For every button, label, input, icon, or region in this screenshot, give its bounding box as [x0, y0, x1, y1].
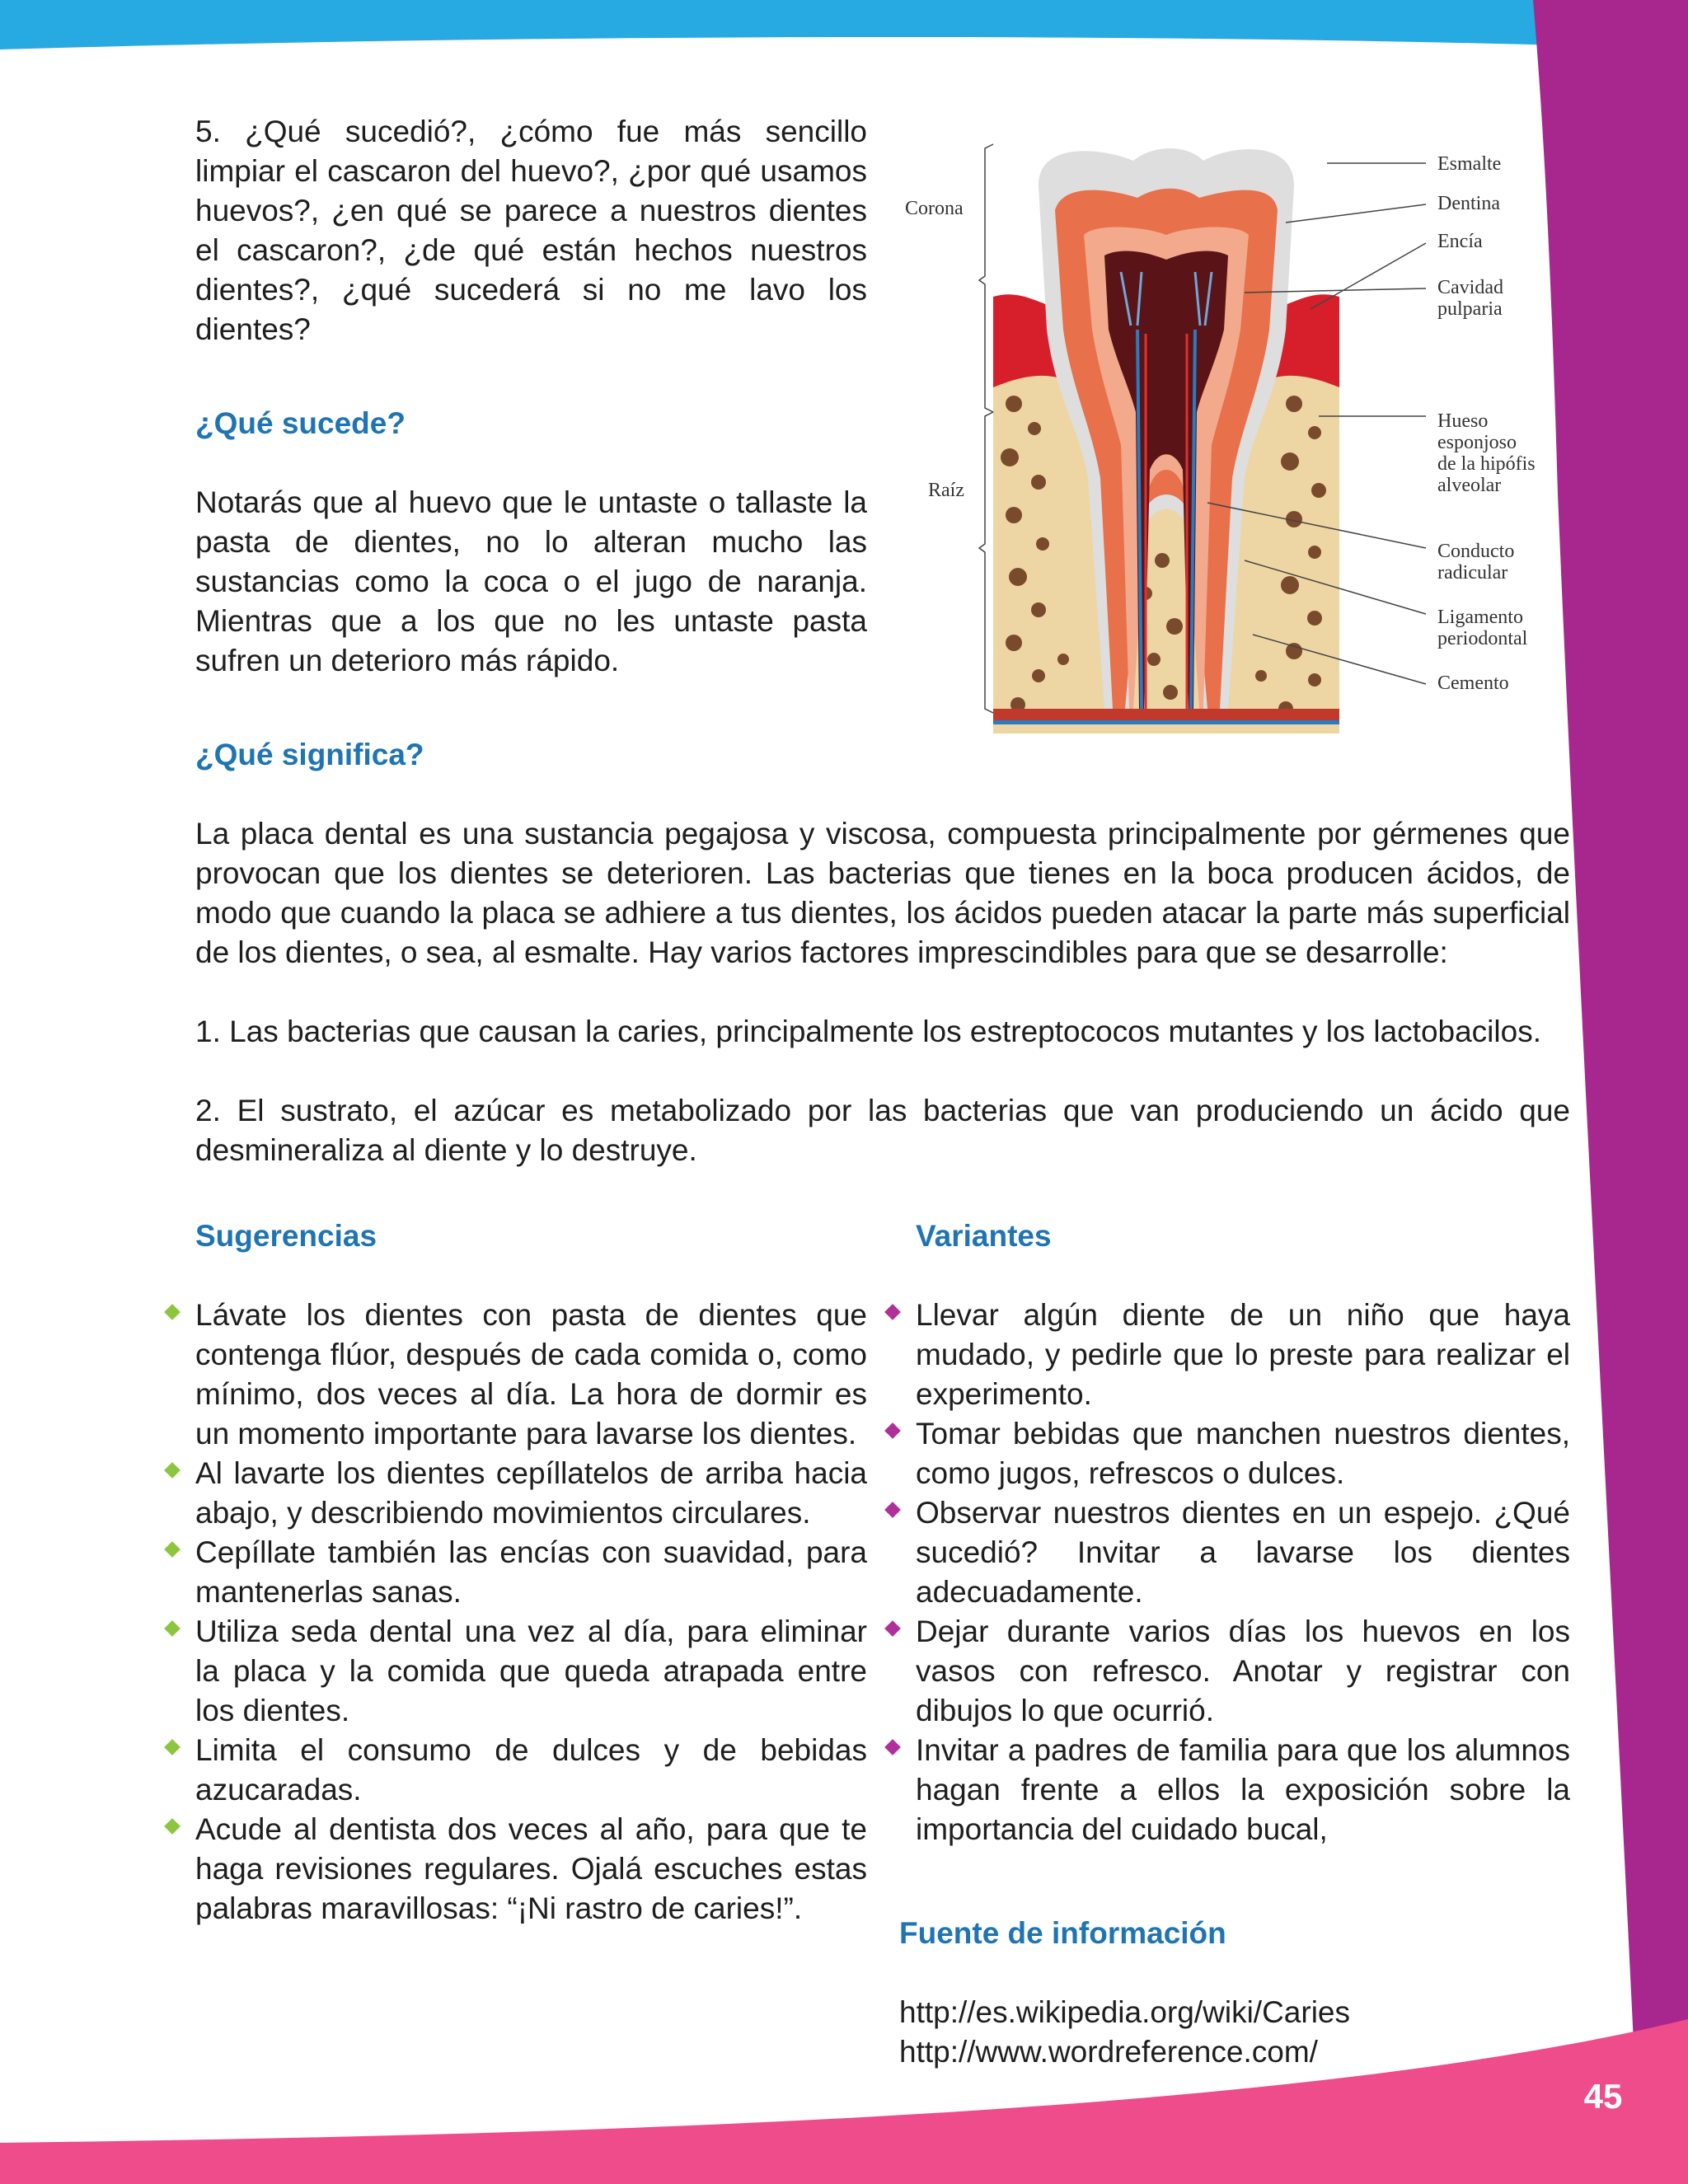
variante-item — [916, 1414, 1570, 1493]
label-line: pulparia — [1437, 298, 1503, 320]
sugerencias-list — [195, 1296, 867, 1929]
page-number: 45 — [1583, 2077, 1623, 2116]
heading-variantes: Variantes — [916, 1219, 1052, 1253]
diamond-bullet-icon — [884, 1502, 901, 1518]
tooth-diagram — [898, 132, 1558, 742]
label-dentina: Dentina — [1437, 193, 1500, 214]
label-line: Hueso — [1437, 410, 1489, 432]
sugerencia-text: Cepíllate también las encías con suavidad, para mantenerlas sanas. — [195, 1535, 867, 1609]
variante-item — [916, 1296, 1570, 1414]
label-line: de la hipófis — [1437, 453, 1536, 475]
label-line: radicular — [1437, 562, 1508, 583]
label-hueso — [1437, 410, 1536, 496]
sugerencia-text: Limita el consumo de dulces y de bebidas azucaradas. — [195, 1733, 867, 1807]
variante-item — [916, 1493, 1570, 1612]
heading-que-significa: ¿Qué significa? — [195, 738, 424, 771]
label-corona: Corona — [905, 198, 964, 219]
heading-fuente: Fuente de información — [899, 1916, 1226, 1950]
variantes-list — [916, 1296, 1570, 1849]
label-esmalte: Esmalte — [1437, 153, 1502, 175]
diamond-bullet-icon — [164, 1304, 181, 1320]
sugerencia-item — [195, 1533, 867, 1612]
diamond-bullet-icon — [884, 1422, 901, 1439]
variante-text: Dejar durante varios días los huevos en los vasos con refresco. Anotar y registrar con dibujos lo que ocurrió. — [916, 1615, 1570, 1727]
diamond-bullet-icon — [164, 1541, 181, 1558]
diamond-bullet-icon — [884, 1304, 901, 1320]
sugerencia-item — [195, 1810, 867, 1929]
label-line: alveolar — [1437, 475, 1502, 496]
label-line: Cavidad — [1437, 277, 1503, 298]
label-line: Ligamento — [1437, 607, 1523, 628]
variante-item — [916, 1612, 1570, 1731]
label-cemento: Cemento — [1437, 673, 1509, 694]
label-conducto-radicular — [1437, 541, 1514, 583]
variante-text: Tomar bebidas que manchen nuestros dientes, como jugos, refrescos o dulces. — [916, 1417, 1570, 1490]
variante-text: Observar nuestros dientes en un espejo. ¿Qué sucedió? Invitar a lavarse los dientes adecuadamente. — [916, 1496, 1570, 1609]
diamond-bullet-icon — [884, 1620, 901, 1637]
diamond-bullet-icon — [164, 1620, 181, 1637]
sugerencia-item — [195, 1612, 867, 1731]
label-ligamento-periodontal — [1437, 607, 1527, 649]
que-significa-text: La placa dental es una sustancia pegajosa y viscosa, compuesta principalmente por gérmenes que provocan que los dientes se deterioren. Las bacterias que tienes en la boca producen ácidos, de modo que cuando la placa se adhiere a tus dientes, los ácidos pueden atacar la parte más superficial de los dientes, o sea, al esmalte. Hay varios factores imprescindibles para que se desarrolle: — [195, 817, 1570, 969]
sugerencia-item — [195, 1454, 867, 1533]
que-significa-point-1: 1. Las bacterias que causan la caries, principalmente los estreptococos mutantes y los lactobacilos. — [195, 1015, 1541, 1048]
variante-text: Llevar algún diente de un niño que haya mudado, y pedirle que lo preste para realizar el experimento. — [916, 1298, 1570, 1411]
variante-item — [916, 1731, 1570, 1849]
sugerencia-text: Utiliza seda dental una vez al día, para eliminar la placa y la comida que queda atrapada entre los dientes. — [195, 1615, 867, 1727]
que-sucede-text: Notarás que al huevo que le untaste o tallaste la pasta de dientes, no lo alteran mucho las sustancias como la coca o el jugo de naranja. Mientras que a los que no les untaste pasta sufren un deterioro más rápido. — [195, 485, 867, 677]
sugerencia-item — [195, 1296, 867, 1454]
label-encia: Encía — [1437, 231, 1483, 252]
label-raiz: Raíz — [928, 480, 964, 501]
variante-text: Invitar a padres de familia para que los alumnos hagan frente a ellos la exposición sobre la importancia del cuidado bucal, — [916, 1733, 1570, 1846]
sugerencia-text: Al lavarte los dientes cepíllatelos de arriba hacia abajo, y describiendo movimientos circulares. — [195, 1456, 867, 1530]
heading-sugerencias: Sugerencias — [195, 1219, 377, 1253]
source-link[interactable]: http://es.wikipedia.org/wiki/Caries — [899, 1995, 1350, 2029]
label-cavidad-pulparia — [1437, 277, 1503, 320]
label-line: periodontal — [1437, 628, 1528, 649]
diamond-bullet-icon — [164, 1739, 181, 1755]
diamond-bullet-icon — [164, 1462, 181, 1479]
que-significa-point-2: 2. El sustrato, el azúcar es metabolizado por las bacterias que van produciendo un ácido que desmineraliza al diente y lo destruye. — [195, 1094, 1570, 1167]
source-link[interactable]: http://www.wordreference.com/ — [899, 2035, 1318, 2069]
diamond-bullet-icon — [164, 1818, 181, 1835]
label-line: Conducto — [1437, 541, 1515, 562]
sugerencia-text: Acude al dentista dos veces al año, para que te haga revisiones regulares. Ojalá escuches estas palabras maravillosas: “¡Ni rastro de caries!”. — [195, 1812, 867, 1925]
sugerencia-item — [195, 1731, 867, 1810]
diamond-bullet-icon — [884, 1739, 901, 1755]
sugerencia-text: Lávate los dientes con pasta de dientes que contenga flúor, después de cada comida o, como mínimo, dos veces al día. La hora de dormir es un momento importante para lavarse los dientes. — [195, 1298, 867, 1451]
label-line: esponjoso — [1437, 432, 1517, 453]
heading-que-sucede: ¿Qué sucede? — [195, 406, 406, 440]
intro-paragraph: 5. ¿Qué sucedió?, ¿cómo fue más sencillo limpiar el cascaron del huevo?, ¿por qué usamos huevos?, ¿en qué se parece a nuestros dientes el cascaron?, ¿de qué están hechos nuestros dientes?, ¿qué sucederá si no me lavo los dientes? — [195, 115, 867, 346]
